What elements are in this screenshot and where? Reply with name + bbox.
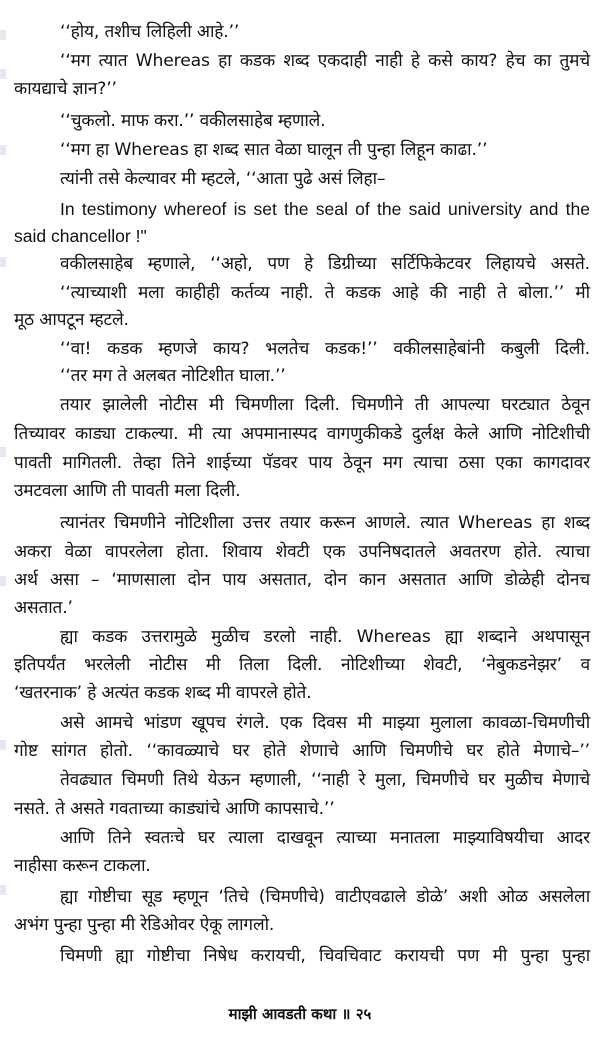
text-line: ‘खतरनाक’ हे अत्यंत कडक शब्द मी वापरले होते. [14, 683, 312, 703]
text-line: तेवढ्यात चिमणी तिथे येऊन म्हणाली, ‘‘नाही रे मुला, चिमणीचे घर मुळीच मेणाचे [60, 770, 590, 790]
text-line: नाहीसा करून टाकला. [14, 856, 151, 876]
text-line: असे आमचे भांडण खूपच रंगले. एक दिवस मी माझ्या मुलाला कावळा-चिमणीची [60, 713, 590, 733]
text-line: ‘‘मग त्यात Whereas हा कडक शब्द एकदाही नाही हे कसे काय? हेच का तुमचे [60, 51, 590, 71]
text-line: ‘‘वा! कडक म्हणजे काय? भलतेच कडक!’’ वकीलसाहेबांनी कबुली दिली. [60, 339, 590, 359]
text-line: असतात.’ [14, 598, 73, 618]
page-footer: माझी आवडती कथा ॥ २५ [228, 1005, 372, 1023]
text-line: तयार झालेली नोटीस मी चिमणीला दिली. चिमणीने ती आपल्या घरट्यात ठेवून [60, 395, 590, 415]
text-line: त्यांनी तसे केल्यावर मी म्हटले, ‘‘आता पुढे असं लिहा– [60, 169, 386, 189]
text-line: तिच्यावर काड्या टाकल्या. मी त्या अपमानास्पद वागणुकीकडे दुर्लक्ष केले आणि नोटिशीची [14, 424, 590, 444]
text-line: ह्या गोष्टीचा सूड म्हणून ‘तिचे (चिमणीचे) वाटीएवढाले डोळे’ अशी ओळ असलेला [60, 887, 590, 907]
text-line: वकीलसाहेब म्हणाले, ‘‘अहो, पण हे डिग्रीच्या सर्टिफिकेटवर लिहायचे असते. [60, 254, 590, 274]
text-line: इतिपर्यंत भरलेली नोटीस मी तिला दिली. नोटिशीच्या शेवटी, ‘नेबुकडनेझर’ व [14, 655, 590, 675]
text-line: अभंग पुन्हा पुन्हा मी रेडिओवर ऐकू लागलो. [14, 915, 275, 935]
text-line: said chancellor !" [14, 226, 147, 246]
text-line: गोष्ट सांगत होतो. ‘‘कावळ्याचे घर होते शेणाचे आणि चिमणीचे घर होते मेणाचे–’’ [14, 741, 590, 761]
scan-bleed-mark [0, 576, 6, 586]
scan-bleed-mark [0, 885, 6, 895]
text-line: कायद्याचे ज्ञान?’’ [14, 79, 117, 99]
scan-bleed-mark [0, 145, 6, 155]
text-line: ह्या कडक उत्तरामुळे मुळीच डरलो नाही. Whereas ह्या शब्दाने अथपासून [60, 627, 590, 647]
scan-bleed-mark [0, 257, 6, 267]
text-line: ‘‘होय, तशीच लिहिली आहे.’’ [60, 22, 240, 42]
text-line: अकरा वेळा वापरलेला होता. शिवाय शेवटी एक उपनिषदातले अवतरण होते. त्याचा [14, 542, 590, 562]
text-line: ‘‘मग हा Whereas हा शब्द सात वेळा घालून ती पुन्हा लिहून काढा.’’ [60, 140, 488, 160]
text-line: त्यानंतर चिमणीने नोटिशीला उत्तर तयार करून आणले. त्यात Whereas हा शब्द [60, 513, 590, 533]
scan-bleed-mark [0, 69, 6, 79]
text-line: मूठ आपटून म्हटले. [14, 310, 129, 330]
text-line: ‘‘त्याच्याशी मला काहीही कर्तव्य नाही. ते कडक आहे की नाही ते बोला.’’ मी [60, 283, 590, 303]
scan-bleed-mark [0, 447, 6, 457]
text-line: चिमणी ह्या गोष्टीचा निषेध करायची, चिवचिवाट करायची पण मी पुन्हा पुन्हा [60, 946, 590, 966]
text-line: ‘‘तर मग ते अलबत नोटिशीत घाला.’’ [60, 366, 286, 386]
text-line: In testimony whereof is set the seal of the said university and the [60, 199, 590, 219]
scan-bleed-mark [0, 740, 6, 750]
text-line: आणि तिने स्वतःचे घर त्याला दाखवून त्याच्या मनातला माझ्याविषयीचा आदर [60, 828, 590, 848]
text-line: पावती मागितली. तेव्हा तिने शाईच्या पॅडवर पाय ठेवून मग त्याचा ठसा एका कागदावर [14, 453, 590, 473]
text-line: उमटवला आणि ती पावती मला दिली. [14, 481, 241, 501]
text-line: अर्थ असा – ‘माणसाला दोन पाय असतात, दोन कान असतात आणि डोळेही दोनच [14, 570, 590, 590]
text-line: नसते. ते असते गवताच्या काड्यांचे आणि कापसाचे.’’ [14, 799, 335, 819]
scan-bleed-mark [0, 30, 6, 40]
text-line: ‘‘चुकलो. माफ करा.’’ वकीलसाहेब म्हणाले. [60, 111, 326, 131]
